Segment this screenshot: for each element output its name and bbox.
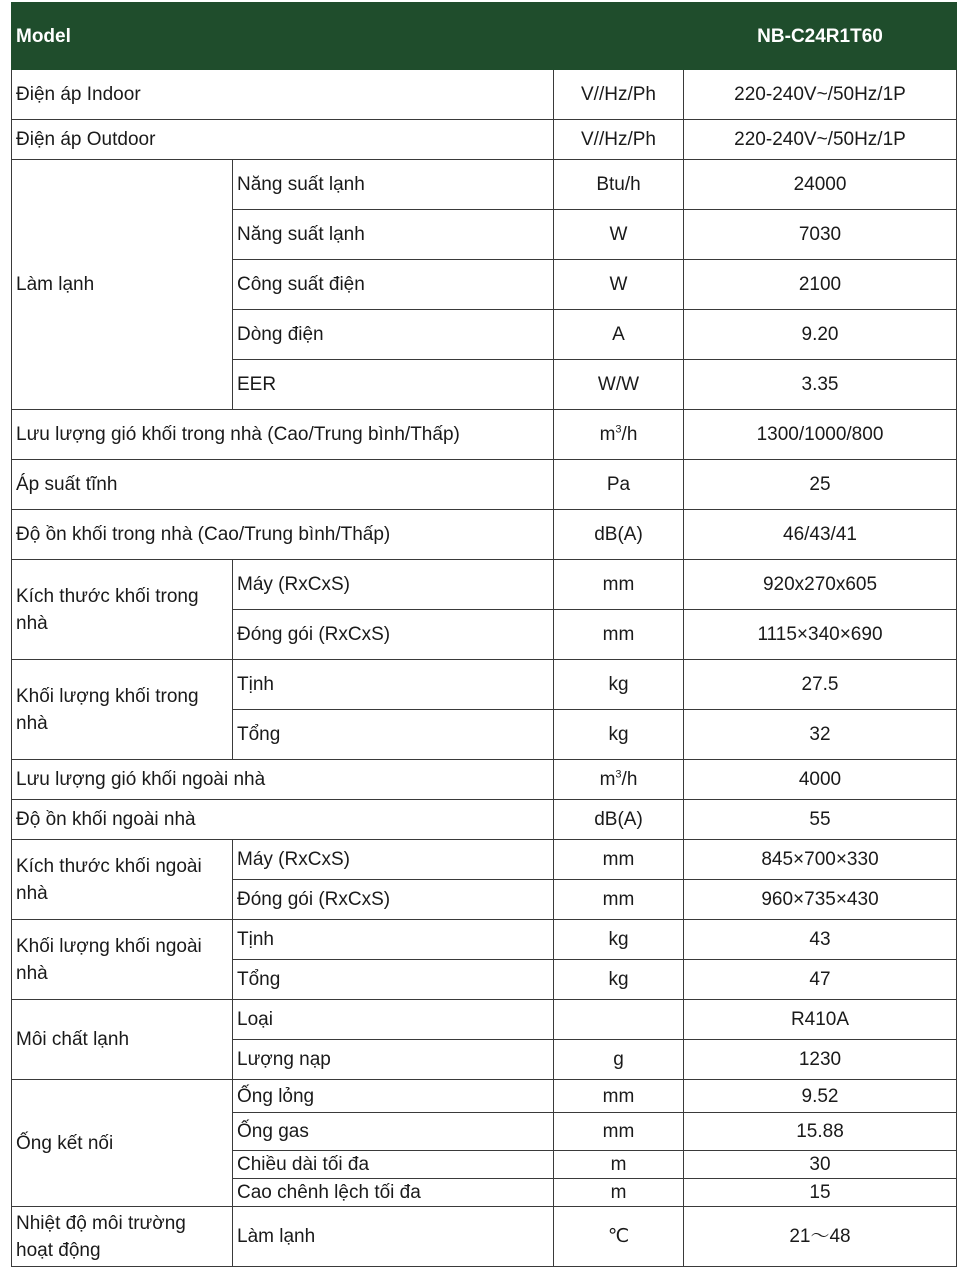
row-unit: m: [554, 1151, 684, 1179]
row-value: 32: [684, 710, 957, 760]
header-row: [12, 3, 957, 70]
model-value: NB-C24R1T60: [684, 3, 957, 70]
table-row: [12, 70, 957, 120]
row-unit: [554, 760, 684, 800]
row-label: Năng suất lạnh: [233, 210, 554, 260]
row-unit: W: [554, 260, 684, 310]
row-label: Ống gas: [233, 1113, 554, 1151]
unit-sup: 3: [615, 768, 622, 781]
row-value: 25: [684, 460, 957, 510]
row-unit: g: [554, 1040, 684, 1080]
row-unit: W/W: [554, 360, 684, 410]
row-value: 7030: [684, 210, 957, 260]
model-label: Model: [12, 3, 233, 70]
row-value: 43: [684, 920, 957, 960]
row-value: 46/43/41: [684, 510, 957, 560]
group-label: Khối lượng khối ngoài nhà: [12, 920, 233, 1000]
row-label: Máy (RxCxS): [233, 560, 554, 610]
row-label: Chiều dài tối đa: [233, 1151, 554, 1179]
row-unit: mm: [554, 560, 684, 610]
row-unit: [554, 1000, 684, 1040]
row-unit: mm: [554, 880, 684, 920]
row-label: Đóng gói (RxCxS): [233, 880, 554, 920]
row-unit: [554, 410, 684, 460]
row-label: Cao chênh lệch tối đa: [233, 1179, 554, 1207]
row-value: 55: [684, 800, 957, 840]
row-label: Công suất điện: [233, 260, 554, 310]
row-unit: m: [554, 1179, 684, 1207]
row-value: 960×735×430: [684, 880, 957, 920]
row-label: Tịnh: [233, 920, 554, 960]
row-unit: Btu/h: [554, 160, 684, 210]
row-value: 920x270x605: [684, 560, 957, 610]
row-value: 3.35: [684, 360, 957, 410]
row-label: Lượng nạp: [233, 1040, 554, 1080]
row-value: 1230: [684, 1040, 957, 1080]
row-value: 220-240V~/50Hz/1P: [684, 120, 957, 160]
table-row: [12, 840, 957, 880]
row-label: Độ ồn khối trong nhà (Cao/Trung bình/Thấp): [12, 510, 554, 560]
row-value: 21～48: [684, 1207, 957, 1267]
table-row: [12, 460, 957, 510]
row-value: 2100: [684, 260, 957, 310]
row-label: Điện áp Outdoor: [12, 120, 554, 160]
row-unit: mm: [554, 610, 684, 660]
row-unit: mm: [554, 1080, 684, 1113]
row-unit: dB(A): [554, 510, 684, 560]
row-label: Loại: [233, 1000, 554, 1040]
header-spacer: [233, 3, 684, 70]
row-label: Ống lỏng: [233, 1080, 554, 1113]
table-row: [12, 660, 957, 710]
row-unit: kg: [554, 960, 684, 1000]
row-label: Độ ồn khối ngoài nhà: [12, 800, 554, 840]
row-unit: mm: [554, 1113, 684, 1151]
row-label: Tịnh: [233, 660, 554, 710]
row-unit: kg: [554, 710, 684, 760]
unit-base: m: [599, 769, 616, 790]
row-label: Năng suất lạnh: [233, 160, 554, 210]
table-row: [12, 160, 957, 210]
row-label: Điện áp Indoor: [12, 70, 554, 120]
group-label: Kích thước khối ngoài nhà: [12, 840, 233, 920]
table-row: [12, 760, 957, 800]
unit-sup: 3: [615, 423, 622, 436]
row-label: Áp suất tĩnh: [12, 460, 554, 510]
row-unit: W: [554, 210, 684, 260]
row-value: 15.88: [684, 1113, 957, 1151]
row-label: Lưu lượng gió khối ngoài nhà: [12, 760, 554, 800]
row-value: 24000: [684, 160, 957, 210]
row-unit: kg: [554, 920, 684, 960]
row-label: EER: [233, 360, 554, 410]
row-value: 1300/1000/800: [684, 410, 957, 460]
row-unit: dB(A): [554, 800, 684, 840]
row-unit: V//Hz/Ph: [554, 70, 684, 120]
table-row: [12, 920, 957, 960]
row-label: Làm lạnh: [233, 1207, 554, 1267]
group-label: Làm lạnh: [12, 160, 233, 410]
row-unit: kg: [554, 660, 684, 710]
table-row: [12, 1000, 957, 1040]
spec-table: [11, 2, 957, 1267]
group-label: Kích thước khối trong nhà: [12, 560, 233, 660]
row-label: Lưu lượng gió khối trong nhà (Cao/Trung bình/Thấp): [12, 410, 554, 460]
group-label: Nhiệt độ môi trường hoạt động: [12, 1207, 233, 1267]
row-value: 9.52: [684, 1080, 957, 1113]
unit-tail: /h: [621, 424, 638, 445]
row-label: Đóng gói (RxCxS): [233, 610, 554, 660]
table-row: [12, 560, 957, 610]
row-value: 4000: [684, 760, 957, 800]
table-row: [12, 1080, 957, 1113]
table-row: [12, 510, 957, 560]
row-unit: A: [554, 310, 684, 360]
group-label: Ống kết nối: [12, 1080, 233, 1207]
group-label: Môi chất lạnh: [12, 1000, 233, 1080]
row-value: 47: [684, 960, 957, 1000]
row-label: Tổng: [233, 710, 554, 760]
group-label: Khối lượng khối trong nhà: [12, 660, 233, 760]
unit-tail: /h: [621, 769, 638, 790]
row-unit: Pa: [554, 460, 684, 510]
table-row: [12, 120, 957, 160]
row-value: 845×700×330: [684, 840, 957, 880]
row-value: 220-240V~/50Hz/1P: [684, 70, 957, 120]
row-label: Máy (RxCxS): [233, 840, 554, 880]
row-unit: V//Hz/Ph: [554, 120, 684, 160]
row-value: 15: [684, 1179, 957, 1207]
row-value: 30: [684, 1151, 957, 1179]
unit-base: m: [599, 424, 616, 445]
table-row: [12, 800, 957, 840]
row-label: Tổng: [233, 960, 554, 1000]
table-row: [12, 1207, 957, 1267]
row-value: 1115×340×690: [684, 610, 957, 660]
row-unit: ℃: [554, 1207, 684, 1267]
row-unit: mm: [554, 840, 684, 880]
row-label: Dòng điện: [233, 310, 554, 360]
table-row: [12, 410, 957, 460]
row-value: 27.5: [684, 660, 957, 710]
row-value: R410A: [684, 1000, 957, 1040]
row-value: 9.20: [684, 310, 957, 360]
